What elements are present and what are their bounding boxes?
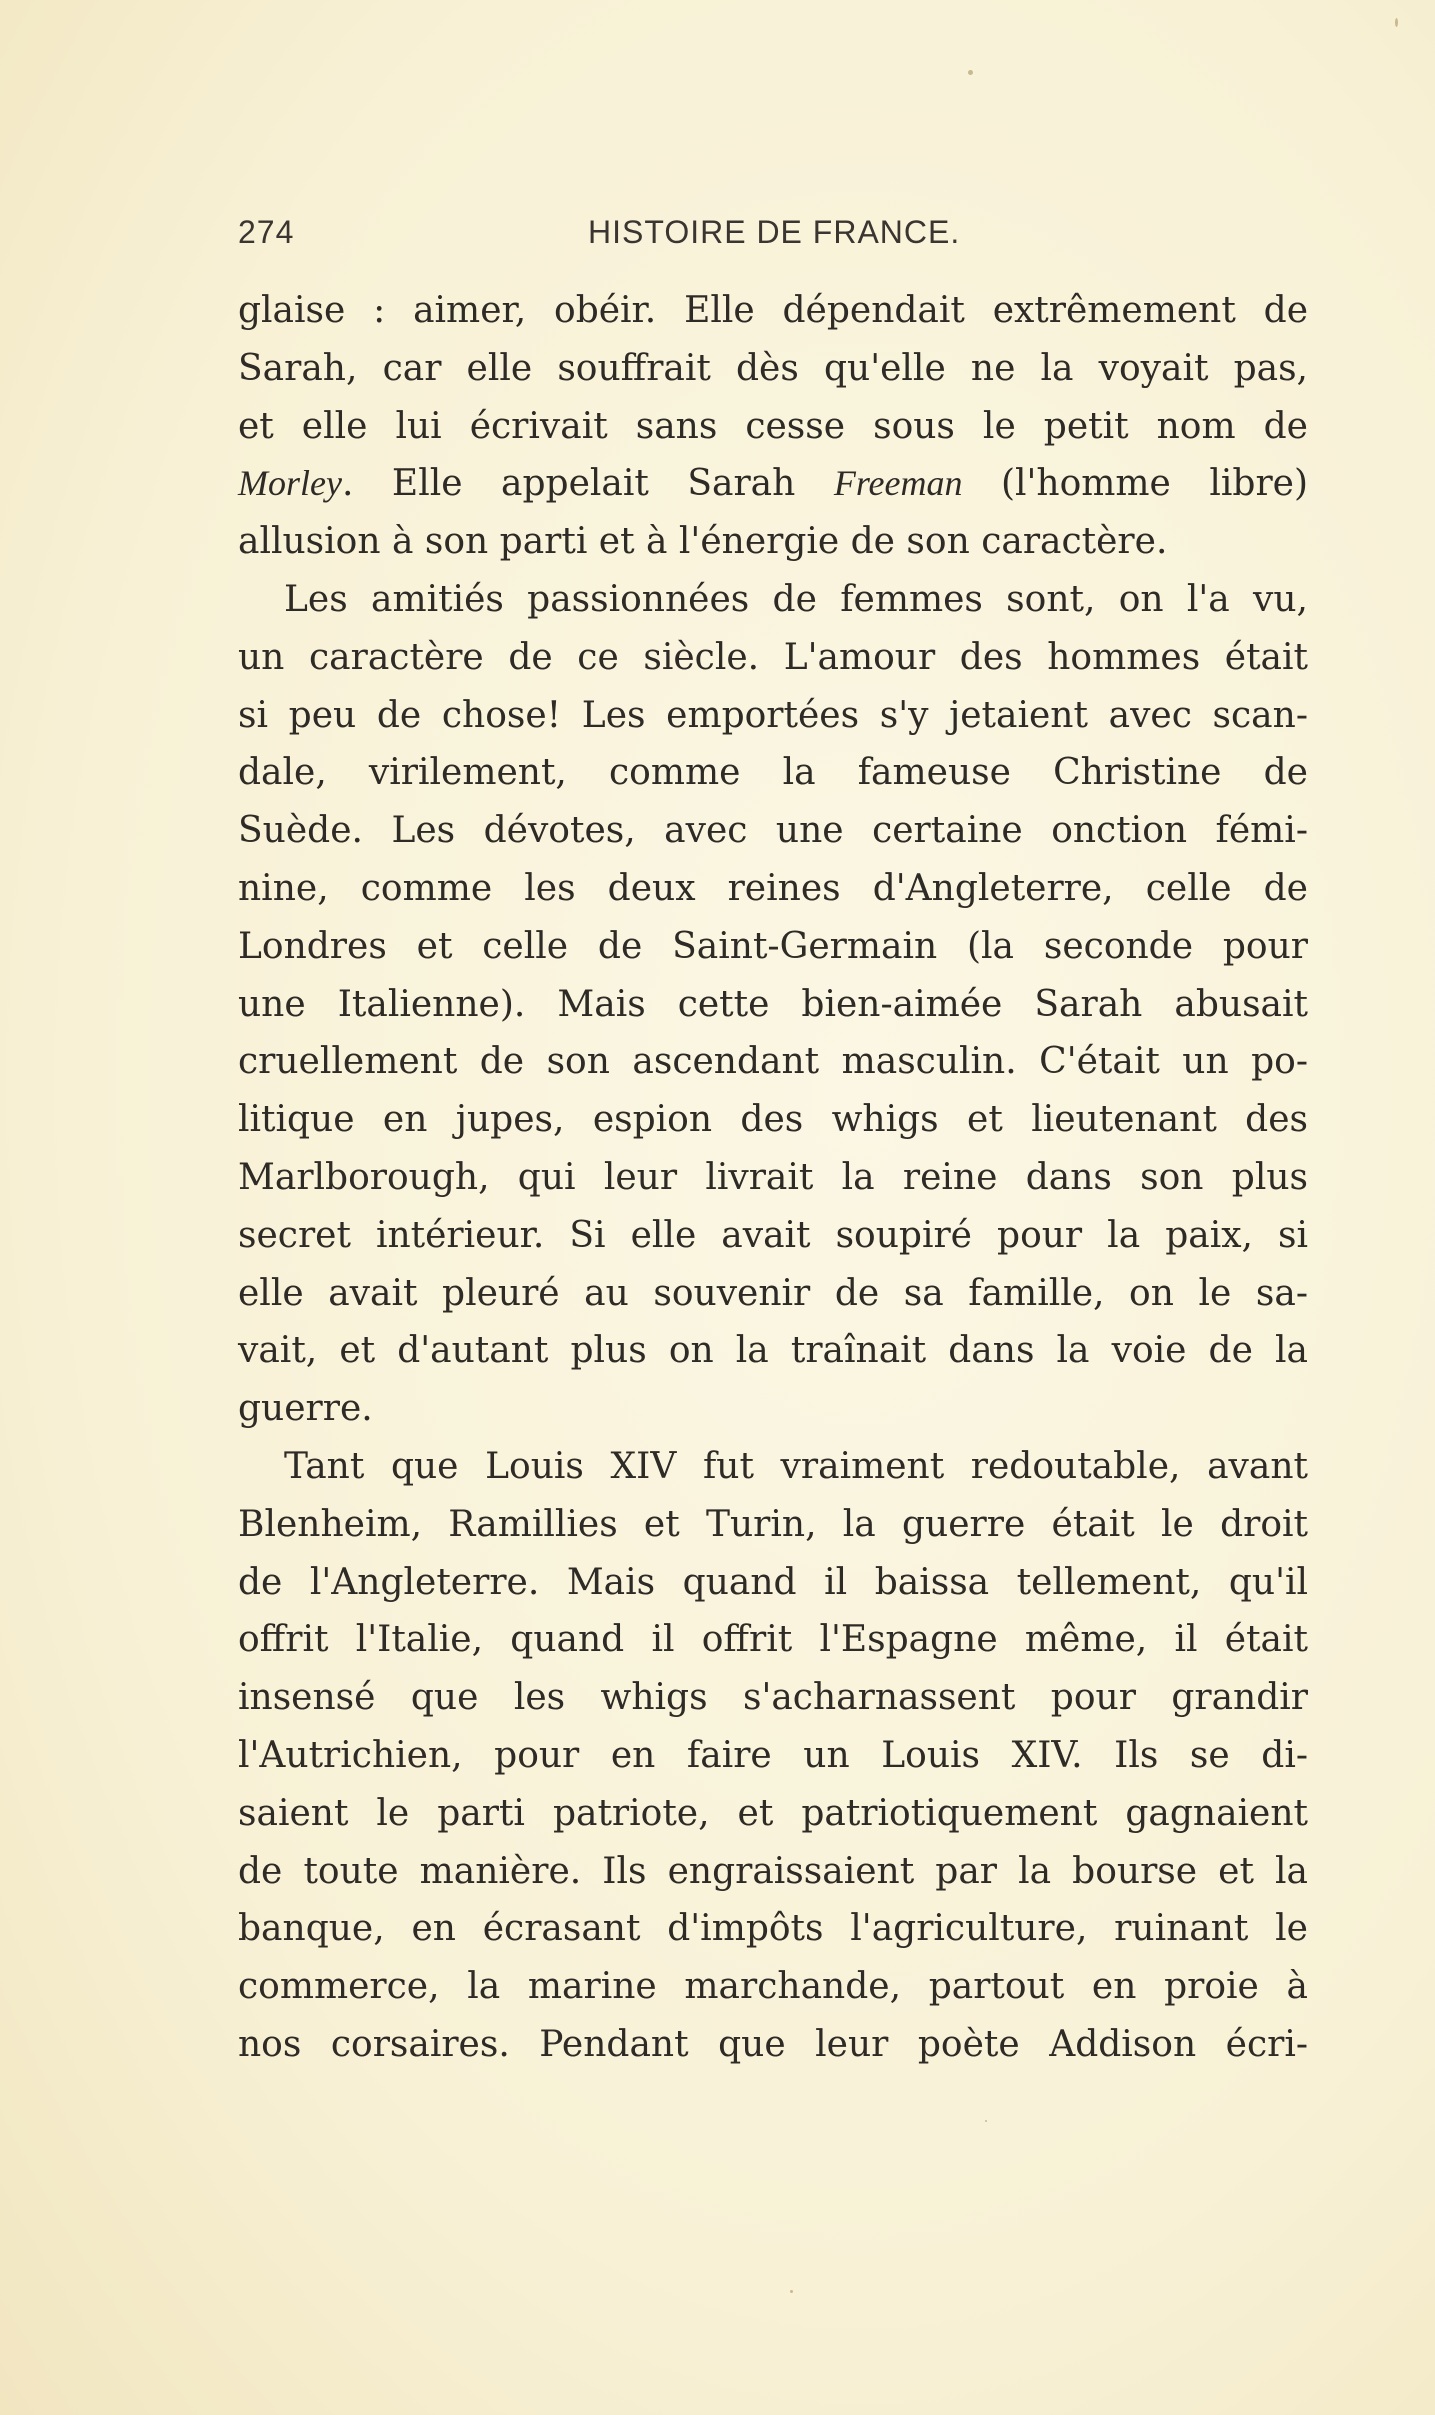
- text-line: Marlborough, qui leur livrait la reine dans son plus: [238, 1156, 1308, 1198]
- text-line: dale, virilement, comme la fameuse Christine de: [238, 752, 1308, 794]
- text-line: Tant que Louis XIV fut vraiment redoutable, avant: [284, 1445, 1308, 1487]
- text-line: l'Autrichien, pour en faire un Louis XIV. Ils se di-: [238, 1734, 1308, 1776]
- text-line: Les amitiés passionnées de femmes sont, on l'a vu,: [284, 578, 1308, 620]
- text-line: commerce, la marine marchande, partout en proie à: [238, 1966, 1308, 2008]
- paper-speck: [1395, 18, 1398, 27]
- italic-word: Freeman: [833, 463, 963, 504]
- text-line: Sarah, car elle souffrait dès qu'elle ne la voyait pas,: [238, 347, 1308, 389]
- text-line: vait, et d'autant plus on la traînait dans la voie de la: [238, 1330, 1308, 1372]
- text-line: glaise : aimer, obéir. Elle dépendait extrêmement de: [238, 290, 1308, 331]
- text-line: un caractère de ce siècle. L'amour des hommes était: [238, 636, 1308, 678]
- text-line: saient le parti patriote, et patriotiquement gagnaient: [238, 1792, 1308, 1834]
- text-line: litique en jupes, espion des whigs et lieutenant des: [238, 1099, 1308, 1141]
- page-header: [238, 214, 1238, 270]
- paper-speck: [985, 2120, 987, 2122]
- text-line: et elle lui écrivait sans cesse sous le petit nom de: [238, 405, 1308, 447]
- text-line: cruellement de son ascendant masculin. C'était un po-: [238, 1041, 1308, 1083]
- text-run: (l'homme libre): [962, 463, 1308, 505]
- text-line: une Italienne). Mais cette bien-aimée Sarah abusait: [238, 983, 1308, 1025]
- text-line: Londres et celle de Saint-Germain (la seconde pour: [238, 925, 1308, 967]
- text-line: insensé que les whigs s'acharnassent pour grandir: [238, 1677, 1308, 1719]
- text-line: nos corsaires. Pendant que leur poète Addison écri-: [238, 2023, 1308, 2065]
- text-line: si peu de chose! Les emportées s'y jetaient avec scan-: [238, 694, 1308, 736]
- page-number: 274: [238, 214, 295, 250]
- text-line: nine, comme les deux reines d'Angleterre, celle de: [238, 867, 1308, 909]
- text-line: de toute manière. Ils engraissaient par la bourse et la: [238, 1850, 1308, 1892]
- italic-word: Morley: [238, 463, 342, 504]
- text-line: Blenheim, Ramillies et Turin, la guerre était le droit: [238, 1503, 1308, 1545]
- text-line: allusion à son parti et à l'énergie de son caractère.: [238, 521, 1168, 563]
- text-line: de l'Angleterre. Mais quand il baissa tellement, qu'il: [238, 1561, 1308, 1603]
- text-line: offrit l'Italie, quand il offrit l'Espagne même, il était: [238, 1619, 1308, 1661]
- text-run: . Elle appelait Sarah: [341, 463, 834, 505]
- running-title: HISTOIRE DE FRANCE.: [588, 214, 961, 250]
- text-line: guerre.: [238, 1388, 373, 1430]
- text-line: elle avait pleuré au souvenir de sa famille, on le sa-: [238, 1272, 1308, 1314]
- body-text: [238, 282, 1308, 2074]
- text-line: Suède. Les dévotes, avec une certaine onction fémi-: [238, 810, 1308, 852]
- paper-speck: [790, 2290, 793, 2293]
- text-line: banque, en écrasant d'impôts l'agriculture, ruinant le: [238, 1908, 1308, 1950]
- text-line: [238, 455, 1308, 513]
- text-line: secret intérieur. Si elle avait soupiré pour la paix, si: [238, 1214, 1308, 1256]
- paper-speck: [968, 70, 973, 75]
